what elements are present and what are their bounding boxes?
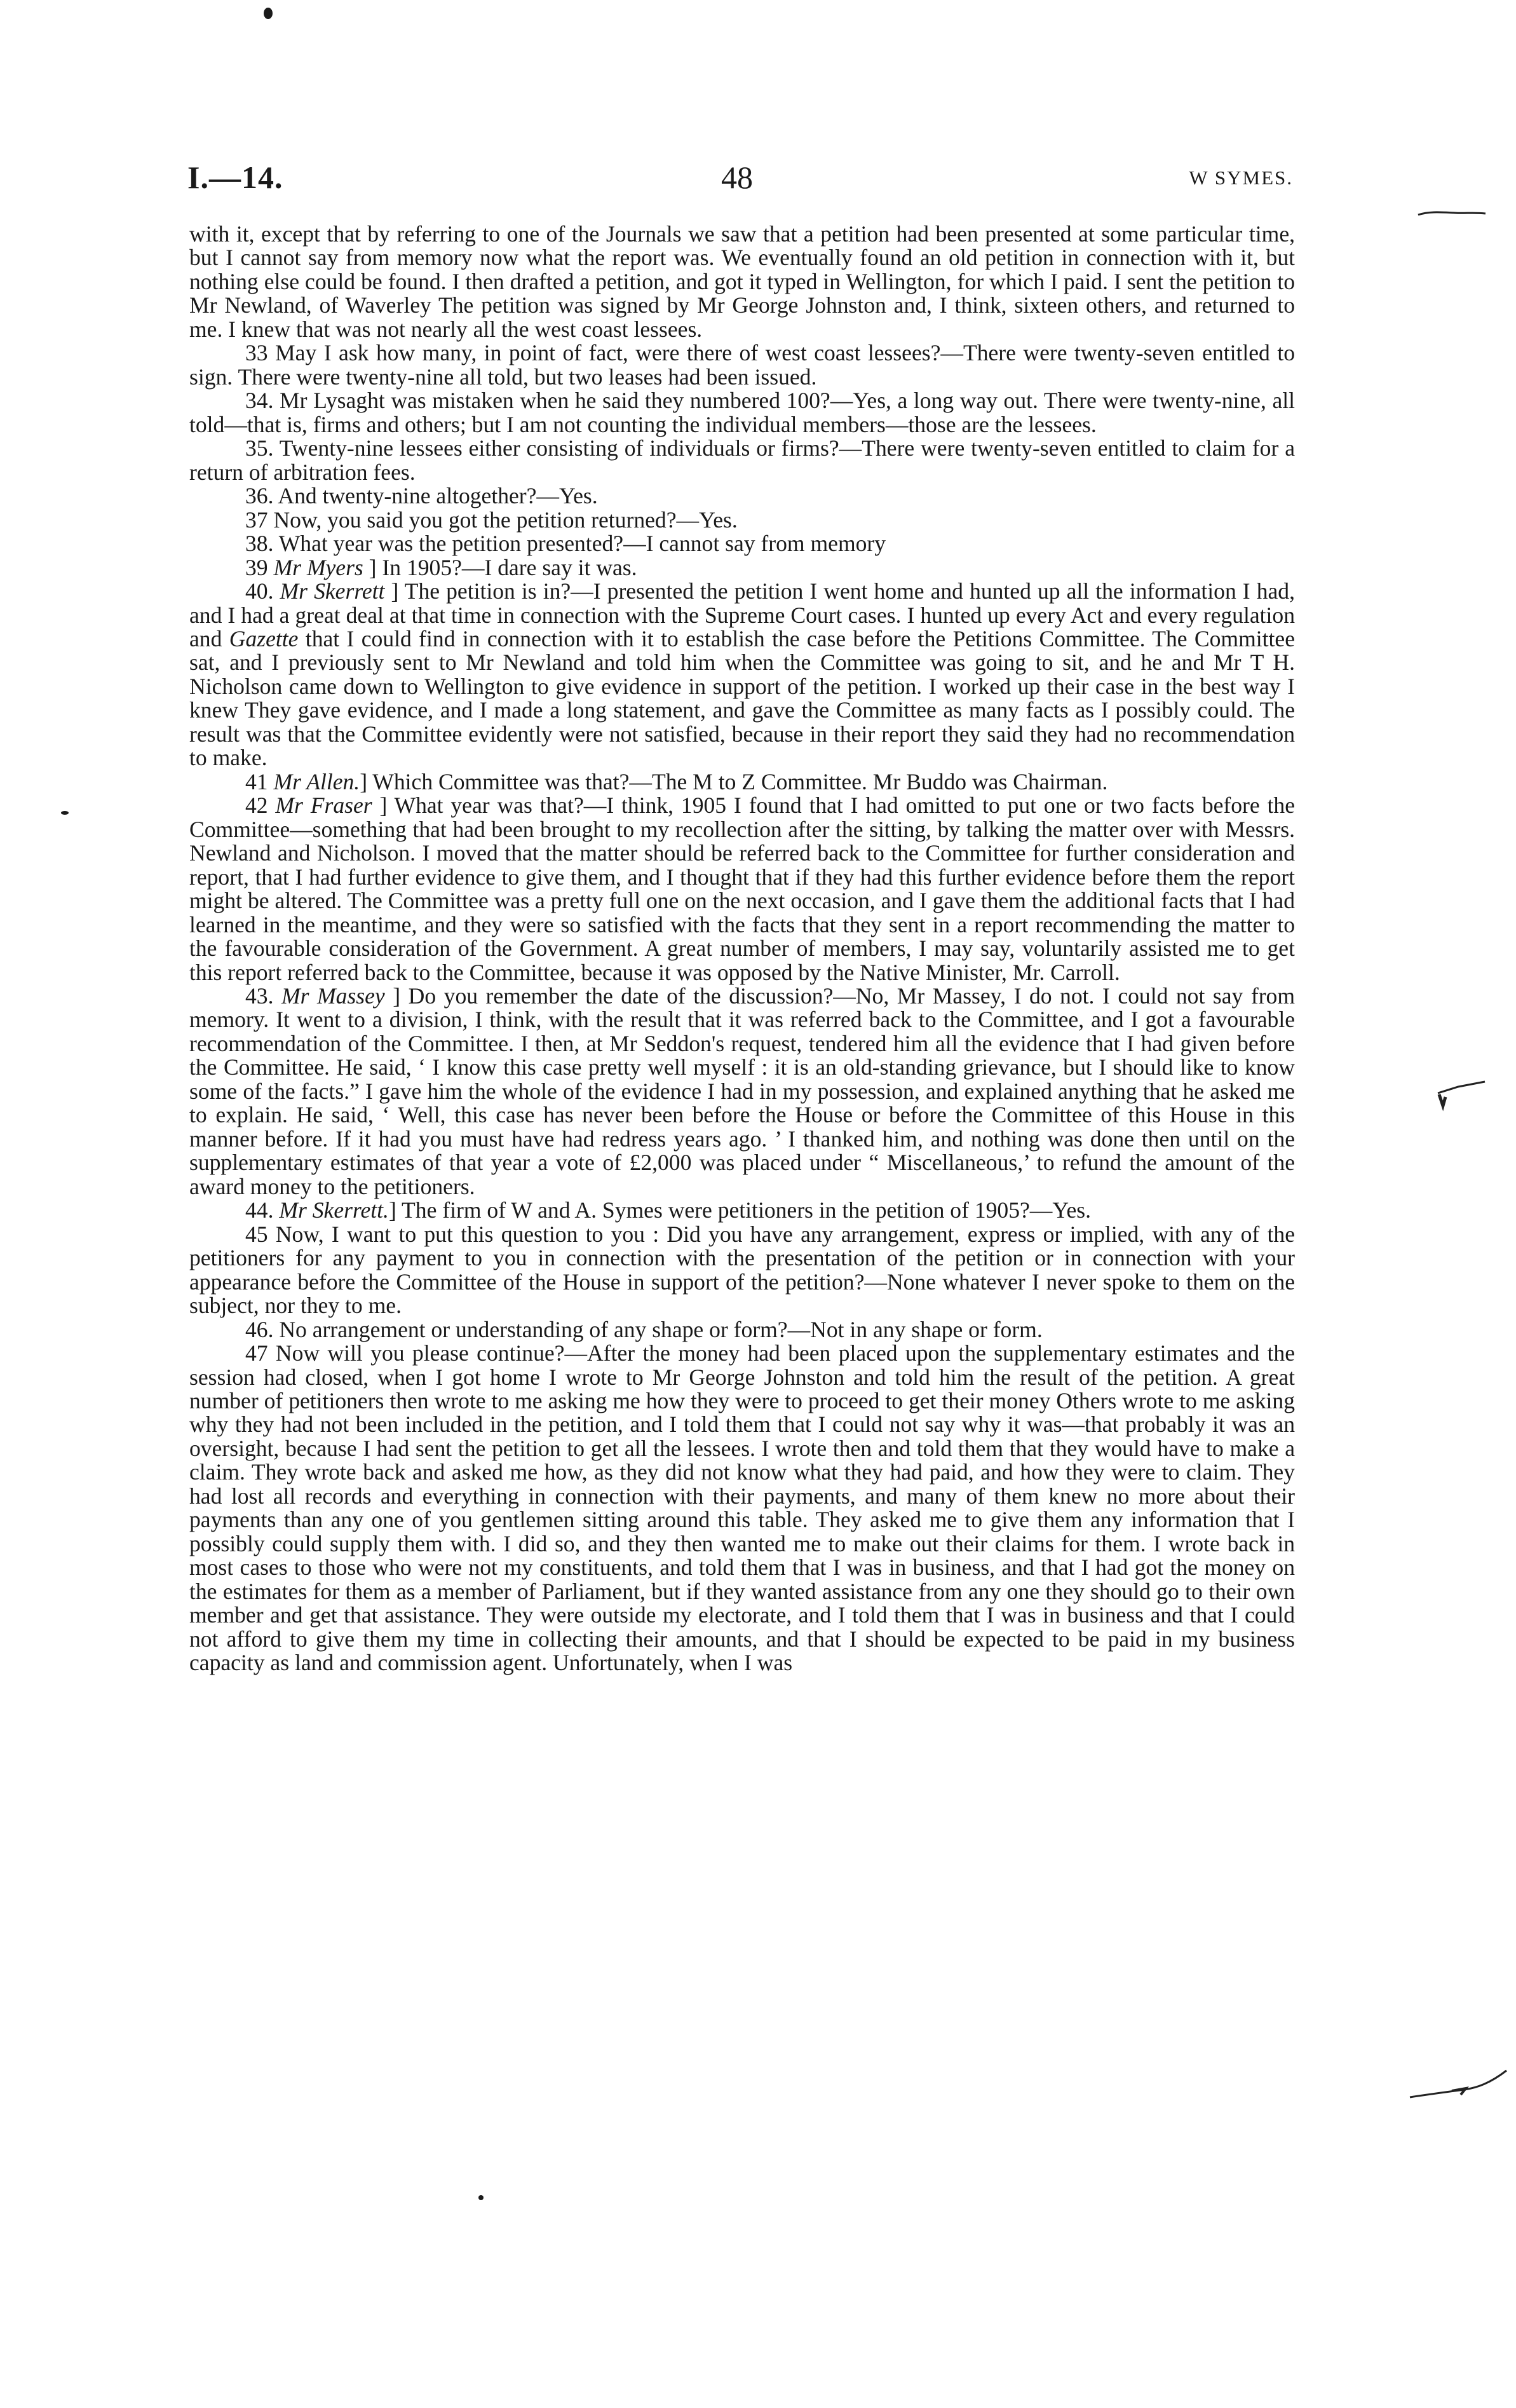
paragraph-text: 38. What year was the petition presented?—I cannot say from memory <box>245 531 886 557</box>
paragraph-text: 35. Twenty-nine lessees either consisting of individuals or firms?—There were twenty-seven entitled to claim for a return of arbitration fees. <box>189 435 1295 485</box>
evidence-paragraph <box>189 437 1295 484</box>
margin-tick-icon <box>1407 2065 1509 2110</box>
paragraph-text: 44. <box>245 1197 280 1223</box>
evidence-paragraph <box>189 770 1295 794</box>
paragraph-text: 33 May I ask how many, in point of fact, were there of west coast lessees?—There were twenty-seven entitled to sign. There were twenty-nine all told, but two leases had been issued. <box>189 340 1295 390</box>
witness-name: W SYMES. <box>1189 167 1293 189</box>
speaker-name: Mr Fraser <box>275 792 372 819</box>
speaker-name: Mr Skerrett. <box>279 1197 389 1223</box>
paragraph-text: 34. Mr Lysaght was mistaken when he said they numbered 100?—Yes, a long way out. There were twenty-nine, all told—that is, firms and others; but I am not counting the individual members—those are the lessees. <box>189 388 1295 437</box>
paragraph-text: 45 Now, I want to put this question to you : Did you have any arrangement, express or implied, with any of the petitioners for any payment to you in connection with the presentation of the petition or in connection with your appearance before the Committee of the House in support of the petition?—None whatever I never spoke to them on the subject, nor they to me. <box>189 1221 1295 1319</box>
paragraph-text: 40. <box>245 578 280 604</box>
evidence-paragraph <box>189 556 1295 580</box>
evidence-paragraph <box>189 508 1295 532</box>
bottom-ink-mark <box>478 2195 484 2200</box>
page-header <box>187 159 1293 203</box>
paragraph-text: ] Do you remember the date of the discussion?—No, Mr Massey, I do not. I could not say from memory. It went to a division, I think, with the result that it was referred back to the Committee, and I got a favourable recommendation of the Committee. I then, at Mr Seddon's request, tendered him all the evidence that I had given before the Committee. He said, ‘ I know this case pretty well myself : it is an old-standing grievance, but I should like to know some of the facts.” I gave him the whole of the evidence I had in my possession, and explained anything that he asked me to explain. He said, ‘ Well, this case has never been before the House or before the Committee of this House in this manner before. If it had you must have had redress years ago. ’ I thanked him, and nothing was done then until on the supplementary estimates of that year a vote of £2,000 was placed under “ Miscellaneous,’ to refund the amount of the award money to the petitioners. <box>189 983 1296 1199</box>
evidence-paragraph <box>189 484 1295 508</box>
speaker-name: Mr Massey <box>281 983 385 1009</box>
paragraph-text: ] The firm of W and A. Symes were petitioners in the petition of 1905?—Yes. <box>388 1197 1092 1223</box>
paragraph-text: with it, except that by referring to one of the Journals we saw that a petition had been presented at some particular time, but I cannot say from memory now what the report was. We eventually found an old petition in connection with it, but nothing else could be found. I then drafted a petition, and got it typed in Wellington, for which I paid. I sent the petition to Mr Newland, of Waverley The petition was signed by Mr George Johnston and, I think, sixteen others, and returned to me. I knew that was not nearly all the west coast lessees. <box>189 221 1295 342</box>
evidence-paragraph <box>189 1342 1295 1675</box>
margin-scribble-icon <box>1417 197 1487 222</box>
speaker-name: Mr Myers <box>273 554 363 580</box>
paragraph-text: ] Which Committee was that?—The M to Z Committee. Mr Buddo was Chairman. <box>360 768 1108 794</box>
paragraph-text: 37 Now, you said you got the petition returned?—Yes. <box>245 507 738 533</box>
paragraph-text: 41 <box>245 768 274 794</box>
evidence-paragraph <box>189 1223 1295 1318</box>
speaker-name: Gazette <box>229 625 299 651</box>
continued-paragraph <box>189 222 1295 341</box>
evidence-paragraph <box>189 794 1295 984</box>
evidence-paragraph <box>189 1318 1295 1342</box>
evidence-paragraph <box>189 532 1295 555</box>
top-ink-mark <box>264 8 273 19</box>
paragraph-text: ] The petition is in?—I presented the petition I went home and hunted up all the information I had, and I had a great deal at that time in connection with the Supreme Court cases. I hunted up every Act and every regulation and <box>189 578 1295 651</box>
paragraph-text: 42 <box>245 792 276 819</box>
paragraph-text: ] What year was that?—I think, 1905 I found that I had omitted to put one or two facts before the Committee—something that had been brought to my recollection after the sitting, by talking the matter over with Messrs. Newland and Nicholson. I moved that the matter should be referred back to the Committee for further consideration and report, that I had further evidence to give them, and I thought that if they had this further evidence before them the report might be altered. The Committee was a pretty full one on the next occasion, and I gave them the additional facts that I had learned in the meantime, and they were so satisfied with the facts that they sent in a report recommending the matter to the favourable consideration of the Government. A great number of members, I may say, voluntarily assisted me to get this report referred back to the Committee, because it was opposed by the Native Minister, Mr. Carroll. <box>189 792 1295 985</box>
paragraph-text: 43. <box>245 983 282 1009</box>
left-ink-mark <box>61 811 69 815</box>
speaker-name: Mr Skerrett <box>280 578 385 604</box>
paragraph-text: 39 <box>245 554 274 580</box>
evidence-paragraph <box>189 341 1295 389</box>
paragraph-text: 46. No arrangement or understanding of any shape or form?—Not in any shape or form. <box>245 1316 1043 1342</box>
page-number: 48 <box>721 160 753 195</box>
document-body <box>189 222 1295 1675</box>
paragraph-text: ] In 1905?—I dare say it was. <box>363 554 637 580</box>
paragraph-text: that I could find in connection with it to establish the case before the Petitions Committee. The Committee sat, and I previously sent to Mr Newland and told him when the Committee was going to sit, and he and Mr T H. Nicholson came down to Wellington to give evidence in support of the petition. I worked up their case in the best way I knew They gave evidence, and I made a long statement, and gave the Committee as many facts as I possibly could. The result was that the Committee evidently were not satisfied, because in their report they said they had no recommendation to make. <box>189 625 1296 771</box>
margin-tick-icon <box>1433 1068 1490 1112</box>
paragraph-text: 36. And twenty-nine altogether?—Yes. <box>245 483 598 509</box>
evidence-paragraph <box>189 984 1295 1199</box>
evidence-paragraph <box>189 389 1295 437</box>
paper-reference: I.—14. <box>187 160 283 195</box>
paragraph-text: 47 Now will you please continue?—After the money had been placed upon the supplementary estimates and the session had closed, when I got home I wrote to Mr George Johnston and told him the result of the petition. A great number of petitioners then wrote to me asking me how they were to proceed to get their money Others wrote to me asking why they had not been included in the petition, and I told them that I could not say why it was—that probably it was an oversight, because I had sent the petition to get all the lessees. I wrote then and told them that they would have to make a claim. They wrote back and asked me how, as they did not know what they had paid, and how they were to claim. They had lost all records and everything in connection with their payments, and many of them knew no more about their payments than any one of you gentlemen sitting around this table. They asked me to give them any information that I possibly could supply them with. I did so, and they then wanted me to make out their claims for them. I wrote back in most cases to those who were not my constituents, and told them that I was in business, and that I had got the money on the estimates for them as a member of Parliament, but if they wanted assistance from any one they should go to their own member and get that assistance. They were outside my electorate, and I told them that I was in business and that I could not afford to give them my time in collecting their amounts, and that I should be expected to be paid in my business capacity as land and commission agent. Unfortunately, when I was <box>189 1340 1295 1676</box>
evidence-paragraph <box>189 580 1295 770</box>
evidence-paragraph <box>189 1199 1295 1222</box>
speaker-name: Mr Allen. <box>273 768 360 794</box>
